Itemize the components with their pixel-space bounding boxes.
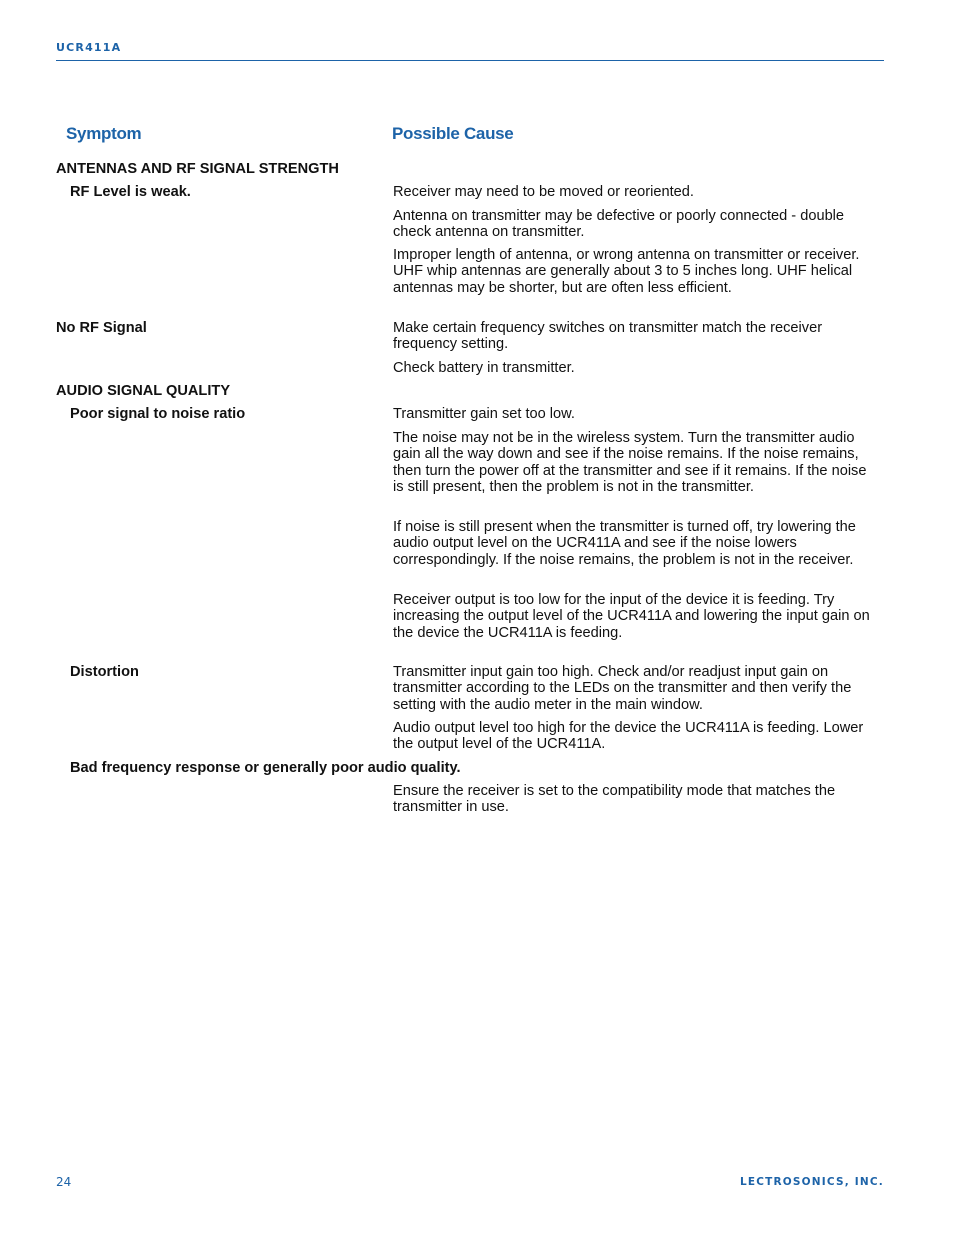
symptom-column-heading: Symptom: [66, 124, 142, 143]
cause-item: The noise may not be in the wireless system. Turn the transmitter audio gain all the way down and see if the noise remains. If the noise remains, then turn the power off at the transmitter and see if it remains. If the noise is still present, then the problem is not in the transmitter.: [393, 430, 867, 495]
page-number: 24: [56, 1175, 72, 1189]
header-model: UCR411A: [56, 41, 122, 54]
section-heading-audio-quality: AUDIO SIGNAL QUALITY: [56, 383, 231, 399]
cause-item: Make certain frequency switches on transmitter match the receiver frequency setting.: [393, 320, 823, 353]
cause-item: Receiver output is too low for the input of the device it is feeding. Try increasing the output level of the UCR411A and lowering the input gain on the device the UCR411A is feeding.: [393, 592, 870, 641]
possible-cause-column-heading: Possible Cause: [392, 124, 514, 143]
header-rule: [56, 60, 884, 61]
section-heading-antennas: ANTENNAS AND RF SIGNAL STRENGTH: [56, 161, 339, 177]
cause-item: Improper length of antenna, or wrong antenna on transmitter or receiver. UHF whip antennas are generally about 3 to 5 inches long. UHF helical antennas may be shorter, but are often less efficient.: [393, 247, 860, 296]
symptom-no-rf-signal: No RF Signal: [56, 320, 147, 336]
cause-item: Audio output level too high for the device the UCR411A is feeding. Lower the output level of the UCR411A.: [393, 720, 864, 753]
symptom-distortion: Distortion: [70, 664, 139, 680]
symptom-rf-level-weak: RF Level is weak.: [70, 184, 191, 200]
cause-item: Receiver may need to be moved or reoriented.: [393, 184, 694, 200]
cause-item: Transmitter gain set too low.: [393, 406, 575, 422]
symptom-poor-snr: Poor signal to noise ratio: [70, 406, 246, 422]
symptom-bad-frequency-response: Bad frequency response or generally poor audio quality.: [70, 760, 461, 776]
cause-item: If noise is still present when the transmitter is turned off, try lowering the audio output level on the UCR411A and see if the noise lowers correspondingly. If the noise remains, the problem is not in the receiver.: [393, 519, 856, 568]
cause-item: Antenna on transmitter may be defective or poorly connected - double check antenna on transmitter.: [393, 208, 845, 241]
cause-item: Transmitter input gain too high. Check and/or readjust input gain on transmitter according to the LEDs on the transmitter and then verify the setting with the audio meter in the main window.: [393, 664, 852, 713]
company-name: LECTROSONICS, INC.: [739, 1176, 884, 1188]
cause-item: Ensure the receiver is set to the compatibility mode that matches the transmitter in use.: [393, 783, 836, 816]
cause-item: Check battery in transmitter.: [393, 360, 575, 376]
